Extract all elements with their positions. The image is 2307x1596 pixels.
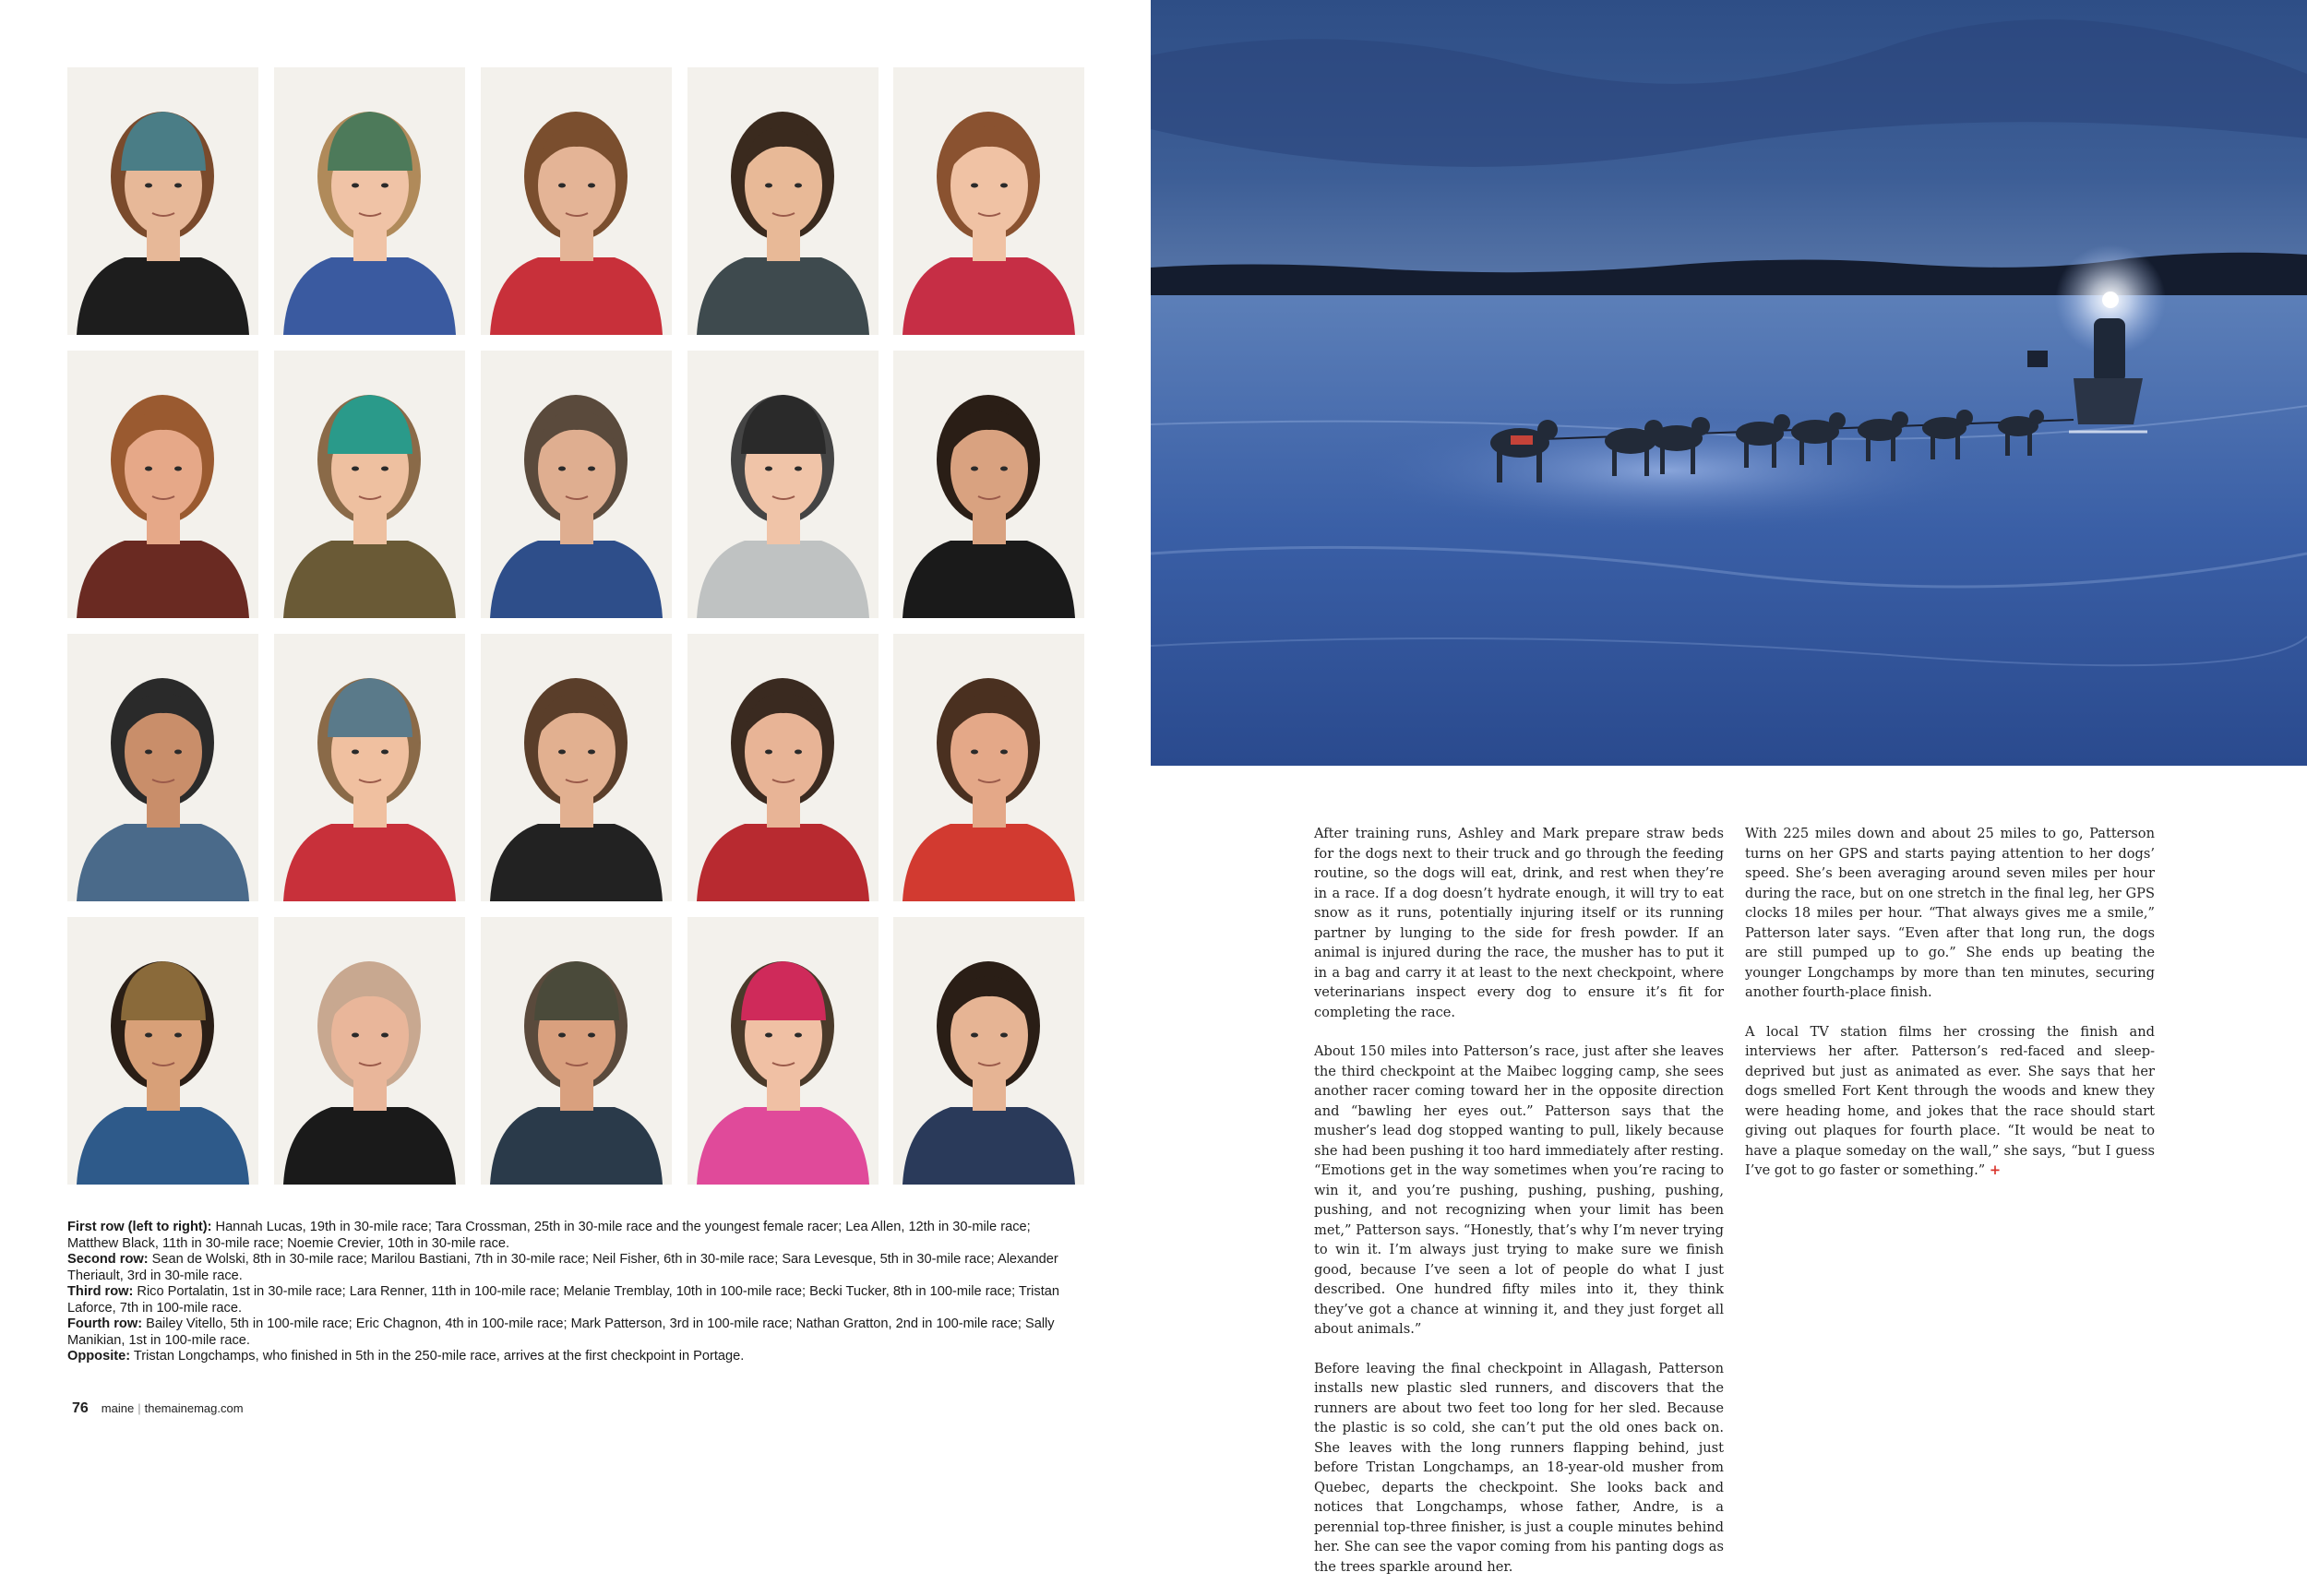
caption-opposite: Opposite: Tristan Longchamps, who finished in 5th in the 250-mile race, arrives at the first checkpoint in Portage. — [67, 1349, 745, 1364]
portrait-photo — [687, 917, 879, 1185]
article-paragraph: A local TV station films her crossing the finish and interviews her after. Patterson’s red-faced and sleep-deprived but just as animated as ever. She says that her dogs smelled Fort Kent through the woods and knew they were heading home, and jokes that the race should start giving out plaques for fourth place. “It would be neat to have a plaque someday on the wall,” she says, “but I guess I’ve got to go faster or something.” + — [1745, 1023, 2155, 1178]
article-paragraph: With 225 miles down and about 25 miles to go, Patterson turns on her GPS and starts paying attention to her dogs’ speed. She’s been averaging around seven miles per hour during the race, but on one stretch in the final leg, her GPS clocks 18 miles per hour. “That always gives me a smile,” Patterson later says. “Even after that long run, the dogs are still pumped up to go.” She ends up beating the younger Longchamps by more than ten minutes, securing another fourth-place finish. — [1745, 826, 2155, 1000]
caption-row3: Third row: Rico Portalatin, 1st in 30-mile race; Lara Renner, 11th in 100-mile race; Melanie Tremblay, 10th in 100-mile race; Becki Tucker, 8th in 100-mile race; Tristan Laforce, 7th in 100-mile race. — [67, 1284, 1059, 1316]
article-column-2 — [1745, 824, 2155, 1200]
portrait-photo — [274, 917, 465, 1185]
portrait-photo — [67, 351, 258, 618]
portrait-photo — [481, 351, 672, 618]
article-column-1 — [1314, 824, 1724, 1596]
website-link[interactable]: themainemag.com — [144, 1401, 244, 1415]
magazine-name: maine — [101, 1401, 135, 1415]
portrait-photo — [481, 67, 672, 335]
portrait-photo — [687, 351, 879, 618]
dogsled-scene — [1151, 0, 2307, 766]
portrait-photo — [893, 351, 1084, 618]
page-number: 76 — [72, 1400, 89, 1416]
portrait-photo — [481, 917, 672, 1185]
article-paragraph: After training runs, Ashley and Mark prepare straw beds for the dogs next to their truck and go through the feeding routine, so the dogs will eat, drink, and rest when they’re in a race. If a dog doesn’t hydrate enough, it will try to eat snow as it runs, potentially injuring itself or its running partner by lunging to the side for fresh powder. If an animal is injured during the race, the musher has to put it in a bag and carry it at least to the next checkpoint, where veterinarians inspect every dog to ensure it’s fit for completing the race. — [1314, 826, 1724, 1020]
portrait-photo — [893, 67, 1084, 335]
portrait-photo — [274, 67, 465, 335]
sled — [2074, 378, 2143, 424]
article-paragraph: About 150 miles into Patterson’s race, just after she leaves the third checkpoint at the Maibec logging camp, she sees another racer coming toward her in the opposite direction and “bawling her eyes out.” Patterson says that the musher’s lead dog stopped wanting to pull, likely because she had been pushing it too hard immediately after resting. “Emotions get in the way sometimes when you’re racing to win it, and you’re pushing, pushing, pushing, pushing, pushing, and not recognizing when your limit has been met,” Patterson says. “Honestly, that’s why I’m never trying to win it. I’m always just trying to make sure we finish good, because I’ve seen a lot of people do what I just described. One hundred fifty miles into it, they think they’ve got a chance at winning it, and they just forget all about animals.” — [1314, 1043, 1724, 1337]
caption-row1: First row (left to right): Hannah Lucas, 19th in 30-mile race; Tara Crossman, 25th in 30-mile race and the youngest female racer; Lea Allen, 12th in 30-mile race; Matthew Black, 11th in 30-mile race; Noemie Crevier, 10th in 30-mile race. — [67, 1220, 1031, 1251]
end-mark: + — [1989, 1162, 2002, 1178]
folio: 76 maine | themainemag.com — [72, 1400, 244, 1416]
caption-row4: Fourth row: Bailey Vitello, 5th in 100-mile race; Eric Chagnon, 4th in 100-mile race; Mark Patterson, 3rd in 100-mile race; Nathan Gratton, 2nd in 100-mile race; Sally Manikian, 1st in 100-mile race. — [67, 1316, 1055, 1348]
musher — [2094, 318, 2125, 383]
portrait-photo — [481, 634, 672, 901]
portrait-photo — [274, 351, 465, 618]
article-paragraph: Before leaving the final checkpoint in Allagash, Patterson installs new plastic sled runners, and discovers that the runners are about two feet too long for her sled. Because the plastic is so cold, she can’t put the old ones back on. She leaves with the long runners flapping behind, just before Tristan Longchamps, an 18-year-old musher from Quebec, departs the checkpoint. She looks back and notices that Longchamps, whose father, Andre, is a perennial top-three finisher, is just a couple minutes behind her. She can see the vapor coming from his panting dogs as the trees sparkle around her. — [1314, 1360, 1724, 1575]
portrait-photo — [274, 634, 465, 901]
caption-row2: Second row: Sean de Wolski, 8th in 30-mile race; Marilou Bastiani, 7th in 30-mile race; Neil Fisher, 6th in 30-mile race; Sara Levesque, 5th in 30-mile race; Alexander Theriault, 3rd in 30-mile race. — [67, 1252, 1058, 1283]
portrait-photo — [67, 67, 258, 335]
photo-caption — [67, 1220, 1082, 1365]
portrait-photo — [67, 634, 258, 901]
portrait-photo — [687, 634, 879, 901]
portrait-grid — [67, 67, 1082, 1184]
portrait-photo — [893, 917, 1084, 1185]
portrait-photo — [893, 634, 1084, 901]
hero-photo-dogsled — [1151, 0, 2307, 766]
portrait-photo — [687, 67, 879, 335]
portrait-photo — [67, 917, 258, 1185]
